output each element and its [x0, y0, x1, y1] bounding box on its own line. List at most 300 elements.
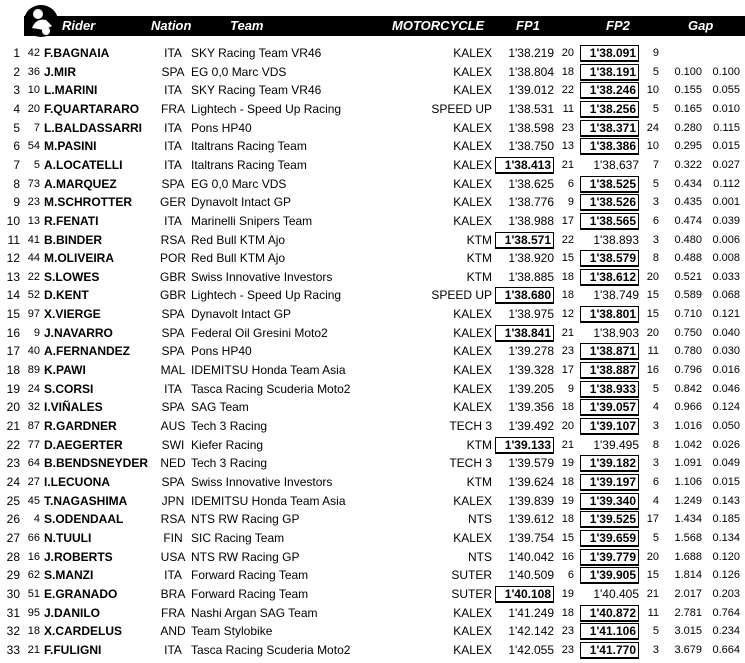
- fp2-time-cell: 1'38.579: [580, 250, 639, 267]
- gap-first-cell: 0.480: [674, 233, 702, 246]
- fp2-time-cell: 1'38.893: [593, 232, 639, 247]
- table-row: [0, 436, 745, 455]
- motorcycle-cell: KTM: [466, 269, 492, 284]
- gap-first-cell: 0.434: [674, 177, 702, 190]
- motorcycle-cell: KALEX: [453, 325, 492, 340]
- fp2-lap-cell: 7: [652, 158, 659, 171]
- gap-first-cell: 2.781: [674, 606, 702, 619]
- table-row: [0, 100, 745, 119]
- motorcycle-cell: KTM: [466, 437, 492, 452]
- fp1-time-cell: 1'38.413: [495, 157, 554, 174]
- rider-number-cell: 9: [33, 326, 40, 339]
- fp2-time-cell: 1'38.246: [580, 82, 639, 99]
- rider-number-cell: 73: [27, 177, 40, 190]
- team-cell: Forward Racing Team: [191, 568, 309, 583]
- rider-number-cell: 97: [27, 308, 40, 321]
- fp1-time-cell: 1'38.750: [508, 139, 554, 154]
- motorcycle-cell: SUTER: [451, 586, 492, 601]
- gap-previous-cell: 0.033: [712, 270, 740, 283]
- rider-name-cell: F.BAGNAIA: [44, 46, 110, 60]
- fp1-lap-cell: 6: [567, 569, 574, 582]
- gap-previous-cell: 0.124: [712, 401, 740, 414]
- nation-cell: ITA: [164, 381, 182, 396]
- rider-number-cell: 13: [27, 214, 40, 227]
- table-row: [0, 81, 745, 100]
- fp2-time-cell: 1'39.340: [580, 493, 639, 510]
- table-row: [0, 398, 745, 417]
- rider-name-cell: A.MARQUEZ: [44, 176, 117, 191]
- motorcycle-cell: NTS: [468, 512, 492, 527]
- rider-number-cell: 16: [27, 550, 40, 563]
- team-cell: Forward Racing Team: [191, 586, 309, 601]
- fp1-lap-cell: 15: [561, 531, 574, 544]
- fp2-time-cell: 1'39.659: [580, 530, 639, 547]
- gap-previous-cell: 0.100: [712, 65, 740, 78]
- fp1-time-cell: 1'40.509: [508, 568, 554, 583]
- fp2-lap-cell: 17: [646, 513, 659, 526]
- table-row: [0, 231, 745, 250]
- gap-previous-cell: 0.030: [712, 345, 740, 358]
- team-cell: EG 0,0 Marc VDS: [191, 176, 287, 191]
- nation-cell: BRA: [160, 586, 186, 601]
- motorcycle-cell: KALEX: [453, 642, 492, 657]
- rider-number-cell: 27: [27, 475, 40, 488]
- fp2-time-cell: 1'38.386: [580, 138, 639, 155]
- gap-first-cell: 0.589: [674, 289, 702, 302]
- gap-previous-cell: 0.016: [712, 364, 740, 377]
- rider-name-cell: S.LOWES: [44, 269, 100, 284]
- team-cell: Lightech - Speed Up Racing: [191, 288, 342, 303]
- motorcycle-cell: KALEX: [453, 139, 492, 154]
- header-gap: Gap: [688, 18, 714, 33]
- rider-name-cell: J.ROBERTS: [44, 549, 113, 564]
- team-cell: SIC Racing Team: [191, 530, 285, 545]
- fp2-lap-cell: 5: [652, 382, 659, 395]
- fp2-time-cell: 1'38.801: [580, 306, 639, 323]
- fp2-lap-cell: 3: [652, 196, 659, 209]
- team-cell: NTS RW Racing GP: [191, 549, 300, 564]
- position-cell: 16: [6, 325, 20, 340]
- fp2-time-cell: 1'38.637: [593, 157, 639, 172]
- table-row: [0, 566, 745, 585]
- table-row: [0, 193, 745, 212]
- position-cell: 3: [13, 83, 20, 98]
- gap-first-cell: 0.295: [674, 140, 702, 153]
- fp2-time-cell: 1'39.779: [580, 549, 639, 566]
- fp1-time-cell: 1'38.841: [495, 325, 554, 342]
- nation-cell: GBR: [159, 288, 186, 303]
- gap-previous-cell: 0.134: [712, 531, 740, 544]
- team-cell: Pons HP40: [191, 120, 252, 135]
- motorcycle-cell: SPEED UP: [431, 288, 492, 303]
- fp2-lap-cell: 20: [646, 270, 659, 283]
- fp2-lap-cell: 10: [646, 140, 659, 153]
- fp1-lap-cell: 22: [561, 233, 574, 246]
- fp1-time-cell: 1'39.579: [508, 456, 554, 471]
- team-cell: EG 0,0 Marc VDS: [191, 64, 287, 79]
- fp2-lap-cell: 15: [646, 569, 659, 582]
- fp2-lap-cell: 11: [647, 345, 659, 358]
- gap-first-cell: 1.042: [674, 438, 702, 451]
- nation-cell: SWI: [161, 437, 185, 452]
- rider-number-cell: 41: [27, 233, 40, 246]
- rider-name-cell: X.VIERGE: [44, 307, 101, 322]
- fp1-lap-cell: 9: [567, 382, 574, 395]
- fp2-lap-cell: 10: [646, 84, 659, 97]
- team-cell: Swiss Innovative Investors: [191, 474, 333, 489]
- position-cell: 30: [6, 586, 20, 601]
- fp1-lap-cell: 21: [561, 438, 574, 451]
- rider-number-cell: 52: [27, 289, 40, 302]
- nation-cell: SPA: [161, 307, 185, 322]
- fp1-lap-cell: 13: [561, 140, 574, 153]
- rider-number-cell: 54: [27, 140, 40, 153]
- rider-number-cell: 51: [27, 587, 40, 600]
- gap-first-cell: 1.568: [674, 531, 702, 544]
- position-cell: 28: [6, 549, 20, 564]
- rider-number-cell: 64: [27, 457, 40, 470]
- rider-name-cell: K.PAWI: [44, 363, 86, 378]
- gap-first-cell: 3.015: [674, 625, 702, 638]
- table-row: [0, 473, 745, 492]
- team-cell: Dynavolt Intact GP: [191, 307, 292, 322]
- table-row: [0, 454, 745, 473]
- fp2-time-cell: 1'39.197: [580, 474, 639, 491]
- gap-first-cell: 0.435: [674, 196, 702, 209]
- motorcycle-cell: KALEX: [453, 381, 492, 396]
- table-row: [0, 361, 745, 380]
- fp2-lap-cell: 15: [646, 289, 659, 302]
- fp2-time-cell: 1'40.872: [580, 605, 639, 622]
- rider-number-cell: 66: [27, 531, 40, 544]
- fp2-time-cell: 1'38.525: [580, 176, 639, 193]
- motorcycle-cell: KALEX: [453, 195, 492, 210]
- gap-first-cell: 1.688: [674, 550, 702, 563]
- fp1-lap-cell: 19: [561, 587, 574, 600]
- rider-name-cell: F.FULIGNI: [44, 642, 102, 657]
- fp1-lap-cell: 21: [561, 158, 574, 171]
- fp1-time-cell: 1'38.804: [508, 64, 554, 79]
- table-row: [0, 249, 745, 268]
- fp1-time-cell: 1'38.920: [508, 251, 554, 266]
- rider-name-cell: T.NAGASHIMA: [44, 493, 128, 508]
- fp1-time-cell: 1'39.754: [508, 530, 554, 545]
- nation-cell: RSA: [160, 512, 186, 527]
- fp1-lap-cell: 18: [561, 513, 574, 526]
- rider-name-cell: J.DANILO: [44, 605, 101, 620]
- position-cell: 24: [6, 474, 20, 489]
- fp1-lap-cell: 23: [561, 643, 574, 656]
- team-cell: Italtrans Racing Team: [191, 139, 307, 154]
- gap-previous-cell: 0.006: [712, 233, 740, 246]
- rider-name-cell: R.GARDNER: [44, 419, 117, 433]
- fp1-lap-cell: 15: [561, 252, 574, 265]
- fp1-time-cell: 1'38.975: [508, 307, 554, 322]
- position-cell: 26: [6, 512, 20, 527]
- header-team: Team: [230, 18, 264, 33]
- fp2-time-cell: 1'39.107: [580, 418, 639, 435]
- team-cell: SKY Racing Team VR46: [191, 83, 322, 98]
- motorcycle-cell: KTM: [466, 251, 492, 266]
- motorcycle-cell: SUTER: [451, 568, 492, 583]
- team-cell: Tasca Racing Scuderia Moto2: [191, 381, 351, 396]
- table-row: [0, 417, 745, 436]
- team-cell: IDEMITSU Honda Team Asia: [191, 363, 346, 378]
- fp1-time-cell: 1'40.108: [495, 586, 554, 603]
- position-cell: 5: [13, 120, 20, 135]
- fp1-time-cell: 1'40.042: [508, 549, 554, 564]
- table-row: [0, 175, 745, 194]
- table-row: [0, 585, 745, 604]
- gap-previous-cell: 0.027: [712, 158, 740, 171]
- position-cell: 25: [6, 493, 20, 508]
- fp1-lap-cell: 23: [561, 625, 574, 638]
- gap-previous-cell: 0.120: [712, 550, 740, 563]
- team-cell: Kiefer Racing: [191, 437, 264, 452]
- rider-number-cell: 18: [27, 625, 40, 638]
- position-cell: 29: [6, 568, 20, 583]
- fp2-lap-cell: 3: [652, 457, 659, 470]
- gap-previous-cell: 0.203: [712, 587, 740, 600]
- fp2-lap-cell: 24: [646, 121, 659, 134]
- fp2-time-cell: 1'39.057: [580, 399, 639, 416]
- header-nation: Nation: [151, 18, 192, 33]
- team-cell: Pons HP40: [191, 344, 252, 359]
- rider-number-cell: 89: [27, 364, 40, 377]
- gap-previous-cell: 0.664: [712, 643, 740, 656]
- rider-name-cell: B.BINDER: [44, 232, 103, 247]
- nation-cell: FIN: [163, 530, 183, 545]
- fp2-time-cell: 1'38.091: [580, 45, 639, 62]
- fp2-time-cell: 1'38.256: [580, 101, 639, 118]
- fp1-time-cell: 1'39.624: [508, 474, 554, 489]
- motorcycle-cell: NTS: [468, 549, 492, 564]
- rider-name-cell: R.FENATI: [44, 213, 99, 228]
- fp1-lap-cell: 19: [561, 494, 574, 507]
- fp2-lap-cell: 20: [646, 326, 659, 339]
- motorcycle-cell: KALEX: [453, 64, 492, 79]
- motorcycle-cell: KALEX: [453, 624, 492, 639]
- team-cell: Team Stylobike: [191, 624, 273, 639]
- gap-previous-cell: 0.234: [712, 625, 740, 638]
- nation-cell: ITA: [164, 157, 182, 172]
- motorcycle-cell: KALEX: [453, 530, 492, 545]
- fp2-time-cell: 1'38.903: [593, 325, 639, 340]
- gap-previous-cell: 0.126: [712, 569, 740, 582]
- team-cell: Nashi Argan SAG Team: [191, 605, 318, 620]
- team-cell: Red Bull KTM Ajo: [191, 251, 286, 266]
- table-row: [0, 119, 745, 138]
- rider-number-cell: 7: [33, 121, 40, 134]
- gap-previous-cell: 0.112: [713, 177, 740, 190]
- motorcycle-cell: KALEX: [453, 176, 492, 191]
- gap-first-cell: 3.679: [674, 643, 702, 656]
- gap-first-cell: 0.322: [674, 158, 702, 171]
- fp2-time-cell: 1'41.770: [580, 642, 639, 659]
- fp1-time-cell: 1'42.142: [508, 624, 554, 639]
- fp1-lap-cell: 18: [561, 475, 574, 488]
- fp1-time-cell: 1'38.571: [495, 232, 554, 249]
- position-cell: 22: [6, 437, 20, 452]
- fp1-lap-cell: 6: [567, 177, 574, 190]
- fp1-time-cell: 1'39.612: [508, 512, 554, 527]
- position-cell: 21: [6, 419, 20, 433]
- team-cell: Red Bull KTM Ajo: [191, 232, 286, 247]
- gap-first-cell: 1.106: [674, 475, 702, 488]
- gap-previous-cell: 0.143: [712, 494, 740, 507]
- fp2-lap-cell: 8: [652, 438, 659, 451]
- team-cell: Tasca Racing Scuderia Moto2: [191, 642, 351, 657]
- position-cell: 31: [6, 605, 20, 620]
- position-cell: 19: [6, 381, 20, 396]
- nation-cell: SPA: [161, 400, 185, 415]
- team-cell: Lightech - Speed Up Racing: [191, 101, 342, 116]
- team-cell: NTS RW Racing GP: [191, 512, 300, 527]
- rider-name-cell: L.BALDASSARRI: [44, 120, 142, 135]
- gap-previous-cell: 0.764: [712, 606, 740, 619]
- nation-cell: AUS: [160, 419, 186, 433]
- fp2-lap-cell: 6: [652, 475, 659, 488]
- table-row: [0, 380, 745, 399]
- rider-number-cell: 4: [33, 513, 40, 526]
- gap-first-cell: 1.434: [674, 513, 702, 526]
- fp1-time-cell: 1'39.356: [508, 400, 554, 415]
- table-row: [0, 137, 745, 156]
- team-cell: SKY Racing Team VR46: [191, 46, 322, 60]
- table-row: [0, 286, 745, 305]
- gap-previous-cell: 0.001: [712, 196, 740, 209]
- rider-number-cell: 87: [27, 420, 40, 432]
- gap-first-cell: 1.814: [674, 569, 702, 582]
- motorcycle-cell: KALEX: [453, 157, 492, 172]
- fp2-lap-cell: 3: [652, 643, 659, 656]
- fp1-lap-cell: 17: [561, 214, 574, 227]
- gap-first-cell: 0.966: [674, 401, 702, 414]
- gap-previous-cell: 0.185: [712, 513, 740, 526]
- table-row: [0, 529, 745, 548]
- team-cell: Swiss Innovative Investors: [191, 269, 333, 284]
- fp2-lap-cell: 9: [652, 47, 659, 59]
- fp1-time-cell: 1'41.249: [508, 605, 554, 620]
- fp1-time-cell: 1'38.776: [508, 195, 554, 210]
- fp2-lap-cell: 4: [652, 494, 659, 507]
- motorcycle-cell: KALEX: [453, 400, 492, 415]
- fp1-lap-cell: 20: [561, 420, 574, 432]
- table-row: [0, 305, 745, 324]
- gap-first-cell: 1.249: [674, 494, 702, 507]
- gap-previous-cell: 0.055: [712, 84, 740, 97]
- fp1-lap-cell: 23: [561, 121, 574, 134]
- nation-cell: ITA: [164, 46, 182, 60]
- rider-number-cell: 5: [33, 158, 40, 171]
- rider-name-cell: A.LOCATELLI: [44, 157, 123, 172]
- motorcycle-cell: KALEX: [453, 213, 492, 228]
- gap-previous-cell: 0.115: [713, 121, 740, 134]
- nation-cell: POR: [159, 251, 186, 266]
- motorcycle-cell: KALEX: [453, 493, 492, 508]
- team-cell: Federal Oil Gresini Moto2: [191, 325, 328, 340]
- table-row: [0, 492, 745, 511]
- header-fp2: FP2: [606, 18, 630, 33]
- fp2-time-cell: 1'41.106: [580, 623, 639, 640]
- motorcycle-cell: KTM: [466, 232, 492, 247]
- rider-number-cell: 24: [27, 382, 40, 395]
- table-row: [0, 324, 745, 343]
- position-cell: 8: [13, 176, 20, 191]
- gap-first-cell: 1.091: [674, 457, 702, 470]
- gap-first-cell: 0.165: [674, 102, 702, 115]
- position-cell: 10: [6, 213, 20, 228]
- motorcycle-cell: SPEED UP: [431, 101, 492, 116]
- motorcycle-cell: KALEX: [453, 344, 492, 359]
- nation-cell: NED: [160, 456, 186, 471]
- motorcycle-cell: KALEX: [453, 120, 492, 135]
- table-row: [0, 641, 745, 660]
- fp1-time-cell: 1'38.988: [508, 213, 554, 228]
- fp1-lap-cell: 18: [561, 65, 574, 78]
- header-bar: [24, 16, 745, 36]
- nation-cell: ITA: [164, 642, 182, 657]
- fp2-lap-cell: 5: [652, 65, 659, 78]
- nation-cell: ITA: [164, 120, 182, 135]
- position-cell: 11: [7, 232, 20, 247]
- table-row: [0, 548, 745, 567]
- fp2-time-cell: 1'38.933: [580, 381, 639, 398]
- rider-name-cell: X.CARDELUS: [44, 624, 123, 639]
- rider-name-cell: E.GRANADO: [44, 586, 118, 601]
- table-header: [0, 0, 745, 36]
- gap-previous-cell: 0.026: [712, 438, 740, 451]
- rider-number-cell: 22: [27, 270, 40, 283]
- fp1-lap-cell: 23: [561, 345, 574, 358]
- fp2-time-cell: 1'39.905: [580, 567, 639, 584]
- position-cell: 33: [6, 642, 20, 657]
- fp2-time-cell: 1'38.887: [580, 362, 639, 379]
- gap-previous-cell: 0.046: [712, 382, 740, 395]
- position-cell: 27: [6, 530, 20, 545]
- rider-number-cell: 95: [27, 606, 40, 619]
- motorcycle-cell: TECH 3: [449, 419, 492, 433]
- gap-previous-cell: 0.049: [712, 457, 740, 470]
- team-cell: Tech 3 Racing: [191, 419, 268, 433]
- nation-cell: FRA: [161, 605, 185, 620]
- rider-number-cell: 36: [27, 65, 40, 78]
- team-cell: SAG Team: [191, 400, 249, 415]
- fp2-time-cell: 1'38.749: [593, 288, 639, 303]
- fp1-time-cell: 1'38.531: [508, 101, 554, 116]
- gap-previous-cell: 0.015: [712, 140, 740, 153]
- rider-number-cell: 45: [27, 494, 40, 507]
- fp2-lap-cell: 5: [652, 177, 659, 190]
- rider-name-cell: B.BENDSNEYDER: [44, 456, 149, 471]
- fp2-time-cell: 1'39.495: [593, 437, 639, 452]
- rider-number-cell: 10: [27, 84, 40, 97]
- fp2-time-cell: 1'39.525: [580, 511, 639, 528]
- fp2-time-cell: 1'38.612: [580, 269, 639, 286]
- fp2-time-cell: 1'38.191: [580, 64, 639, 81]
- nation-cell: GER: [159, 195, 186, 210]
- fp2-lap-cell: 6: [652, 214, 659, 227]
- fp2-lap-cell: 5: [652, 625, 659, 638]
- team-cell: Italtrans Racing Team: [191, 157, 307, 172]
- fp1-lap-cell: 12: [561, 308, 574, 321]
- gap-first-cell: 0.521: [674, 270, 702, 283]
- gap-first-cell: 0.796: [674, 364, 702, 377]
- fp2-lap-cell: 21: [646, 587, 659, 600]
- position-cell: 14: [6, 288, 20, 303]
- position-cell: 6: [13, 139, 20, 154]
- fp1-time-cell: 1'39.205: [508, 381, 554, 396]
